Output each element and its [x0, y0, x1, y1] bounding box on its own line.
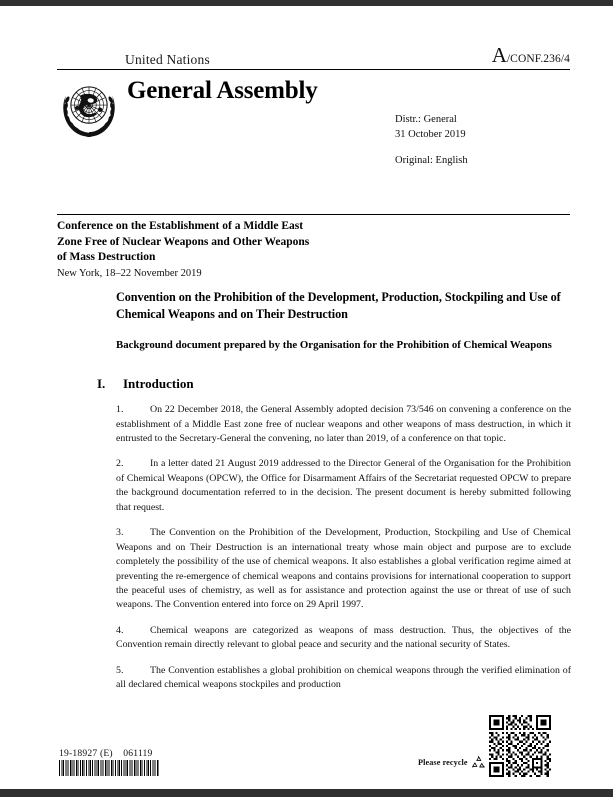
- conference-title: [57, 219, 570, 266]
- masthead-top-row: [57, 43, 570, 67]
- paragraph: [116, 457, 571, 515]
- document-symbol: [492, 45, 570, 66]
- document-symbol-prefix: A: [491, 43, 507, 67]
- barcode: [59, 760, 159, 776]
- document-title: Convention on the Prohibition of the Development, Production, Stockpiling and Use of Chemical Weapons and on Their Destruction: [116, 290, 561, 322]
- document-symbol-rest: /CONF.236/4: [506, 53, 570, 65]
- paragraph-list: [116, 403, 571, 693]
- conference-venue-dates: New York, 18–22 November 2019: [57, 267, 202, 279]
- body-name-title: General Assembly: [127, 77, 318, 104]
- paragraph-number: 2.: [116, 458, 124, 470]
- conference-title-line-1: Conference on the Establishment of a Middle East: [57, 220, 304, 232]
- distribution-label: Distr.: General: [395, 114, 457, 125]
- paragraph: [116, 624, 571, 653]
- paragraph-text: The Convention on the Prohibition of the Development, Production, Stockpiling and Use of Chemical Weapons and on Their Destruction is an international treaty whose main object and purpose are to exclude completely the possibility of the use of chemical weapons. It also establishes a global verification regime aimed at preventing the re-emergence of chemical weapons and contains provisions for international cooperation to support the peaceful uses of chemistry, as well as for assistance and protection against the use or threat of use of such weapons. The Convention entered into force on 29 April 1997.: [116, 527, 571, 611]
- document-page: [0, 6, 613, 789]
- page-footer: [0, 706, 613, 789]
- masthead-bottom-row: [57, 74, 570, 194]
- paragraph-text: In a letter dated 21 August 2019 addressed to the Director General of the Organisation for the Prohibition of Chemical Weapons (OPCW), the Office for Disarmament Affairs of the Secretariat requested OPCW to prepare the background documentation referred to in the decision. The present document is hereby submitted following that request.: [116, 458, 571, 513]
- paragraph-text: Chemical weapons are categorized as weapons of mass destruction. Thus, the objectives of the Convention remain directly relevant to global peace and security and the national security of States.: [116, 624, 571, 651]
- conference-title-line-3: of Mass Destruction: [57, 251, 156, 264]
- paragraph: [116, 403, 571, 446]
- recycle-notice: [418, 755, 487, 770]
- paragraph-number: 4.: [116, 624, 124, 636]
- recycle-icon: [470, 755, 487, 770]
- section-number: I.: [97, 376, 106, 392]
- masthead: [57, 43, 570, 194]
- paragraph-number: 3.: [116, 527, 124, 539]
- paragraph-number: 1.: [116, 404, 124, 416]
- paragraph-text: On 22 December 2018, the General Assembly adopted decision 73/546 on convening a conference on the establishment of a Middle East zone free of nuclear weapons and other weapons of mass destruction, in which it entrusted to the Secretary-General the convening, no later than 2019, of a conference on that topic.: [116, 404, 571, 444]
- document-body: [97, 289, 571, 693]
- conference-divider: [57, 214, 570, 215]
- united-nations-emblem-icon: [56, 76, 122, 142]
- qr-code: [489, 715, 551, 777]
- paragraph: [116, 664, 571, 693]
- conference-block: [57, 219, 570, 281]
- section-heading: [97, 376, 571, 392]
- organization-name: United Nations: [125, 51, 210, 67]
- job-number: 19-18927 (E) 061119: [59, 748, 153, 759]
- section-title: Introduction: [123, 376, 194, 392]
- viewer-bottom-band: [0, 789, 613, 797]
- masthead-divider: [57, 69, 570, 70]
- paragraph: [116, 526, 571, 613]
- document-subtitle: Background document prepared by the Organisation for the Prohibition of Chemical Weapons: [116, 339, 552, 352]
- paragraph-text: The Convention establishes a global prohibition on chemical weapons through the verified elimination of all declared chemical weapons stockpiles and production: [116, 664, 571, 691]
- distribution-spacer: [395, 143, 468, 154]
- job-number-block: [59, 748, 159, 776]
- distribution-date: 31 October 2019: [395, 128, 466, 140]
- original-language: Original: English: [395, 154, 468, 166]
- paragraph-number: 5.: [116, 664, 124, 676]
- recycle-label: Please recycle: [418, 758, 468, 767]
- distribution-block: [395, 113, 468, 169]
- conference-title-line-2: Zone Free of Nuclear Weapons and Other Weapons: [57, 235, 310, 248]
